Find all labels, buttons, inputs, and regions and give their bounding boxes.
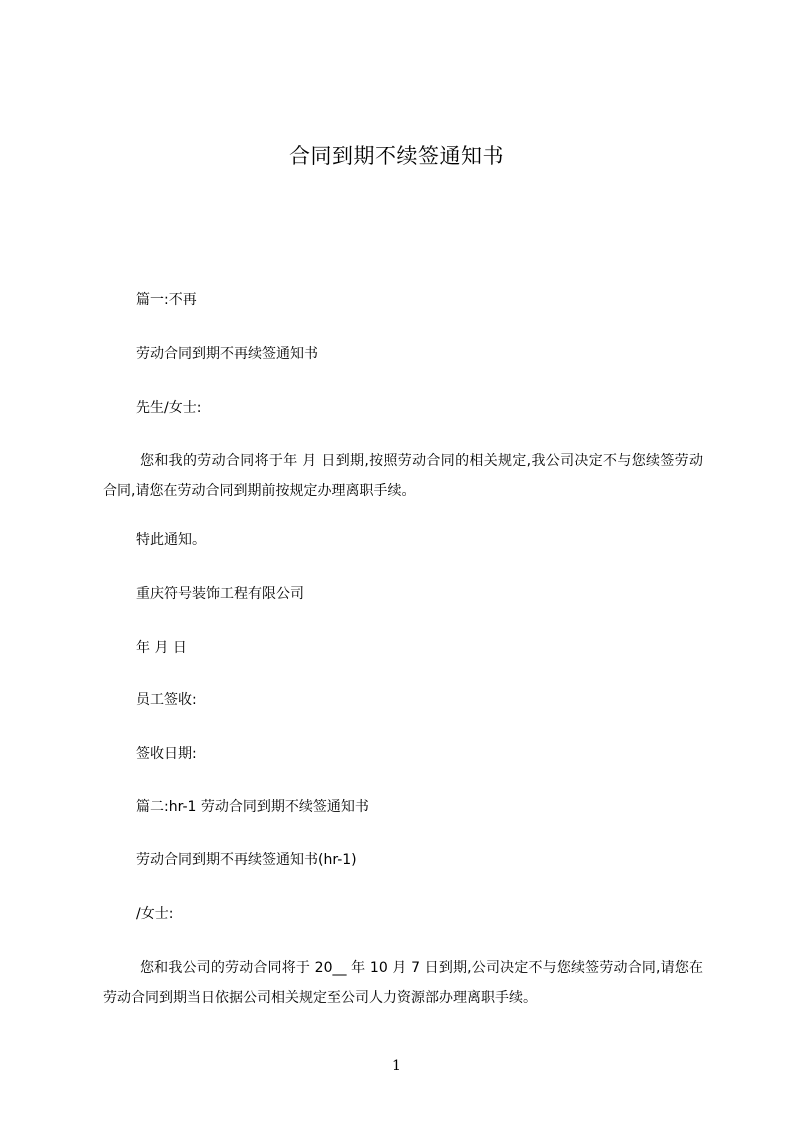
section1-body-paragraph: 您和我的劳动合同将于年 月 日到期,按照劳动合同的相关规定,我公司决定不与您续签劳动合同,请您在劳动合同到期前按规定办理离职手续。 <box>103 453 703 499</box>
section1-date: 年 月 日 <box>136 640 187 656</box>
section2-body-paragraph: 您和我公司的劳动合同将于 20__ 年 10 月 7 日到期,公司决定不与您续签劳动合同,请您在劳动合同到期当日依据公司相关规定至公司人力资源部办理离职手续。 <box>103 960 703 1006</box>
section1-sign-date: 签收日期: <box>136 746 197 762</box>
section1-employee-signature: 员工签收: <box>136 692 197 708</box>
section2-salutation: /女士: <box>136 906 174 922</box>
section2-heading: 篇二:hr-1 劳动合同到期不续签通知书 <box>136 799 369 815</box>
section1-notice: 特此通知。 <box>136 532 206 548</box>
section1-company: 重庆符号装饰工程有限公司 <box>136 586 304 602</box>
section2-subtitle: 劳动合同到期不再续签通知书(hr-1) <box>136 852 357 868</box>
page-number: 1 <box>392 1058 401 1074</box>
section1-heading: 篇一:不再 <box>136 292 197 308</box>
document-title: 合同到期不续签通知书 <box>289 144 504 168</box>
section1-subtitle: 劳动合同到期不再续签通知书 <box>136 346 318 362</box>
section1-salutation: 先生/女士: <box>136 400 202 416</box>
